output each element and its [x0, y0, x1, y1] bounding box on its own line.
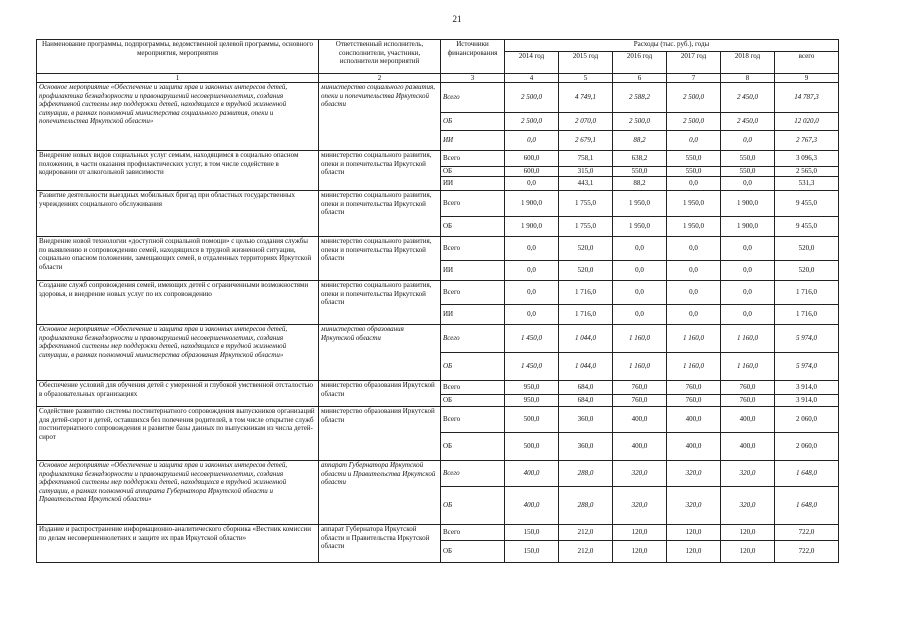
- year-value: 315,0: [559, 167, 613, 177]
- funding-source: ИИ: [441, 177, 505, 191]
- column-index: 8: [721, 74, 775, 83]
- year-value: 550,0: [721, 151, 775, 167]
- funding-source: ИИ: [441, 131, 505, 151]
- executor: аппарат Губернатора Иркутской области и Правительства Иркутской области: [319, 461, 441, 525]
- total-value: 2 565,0: [775, 167, 839, 177]
- total-value: 5 974,0: [775, 353, 839, 381]
- year-value: 0,0: [613, 237, 667, 261]
- funding-source: Всего: [441, 83, 505, 113]
- year-value: 2 500,0: [613, 113, 667, 131]
- year-value: 400,0: [721, 407, 775, 433]
- main-activity-name: Основное мероприятие «Обеспечение и защита прав и законных интересов детей, профилактика безнадзорности и правонарушений несовершеннолетних, создания эффективной системы мер поддержки детей, находящихся в трудной жизненной ситуации, в рамках полномочий аппарата Губернатора Иркутской области и Правительства Иркутской области»: [37, 461, 319, 525]
- year-value: 120,0: [667, 525, 721, 541]
- year-value: 0,0: [721, 131, 775, 151]
- funding-source: Всего: [441, 381, 505, 395]
- year-value: 1 950,0: [667, 191, 721, 217]
- year-value: 0,0: [721, 305, 775, 325]
- year-value: 0,0: [505, 131, 559, 151]
- year-value: 2 500,0: [667, 113, 721, 131]
- year-value: 760,0: [613, 395, 667, 407]
- total-value: 3 096,3: [775, 151, 839, 167]
- year-value: 120,0: [721, 525, 775, 541]
- year-value: 550,0: [613, 167, 667, 177]
- total-value: 5 974,0: [775, 325, 839, 353]
- total-value: 3 914,0: [775, 381, 839, 395]
- total-value: 2 060,0: [775, 433, 839, 461]
- total-value: 531,3: [775, 177, 839, 191]
- funding-source: Всего: [441, 461, 505, 487]
- year-value: 2 679,1: [559, 131, 613, 151]
- year-value: 88,2: [613, 177, 667, 191]
- funding-source: ОБ: [441, 353, 505, 381]
- year-value: 1 160,0: [721, 353, 775, 381]
- year-value: 0,0: [721, 261, 775, 281]
- expenses-table: [36, 39, 839, 563]
- year-value: 120,0: [721, 541, 775, 563]
- year-value: 1 900,0: [721, 191, 775, 217]
- year-value: 1 160,0: [667, 325, 721, 353]
- year-value: 320,0: [667, 487, 721, 525]
- executor: министерство социального развития, опеки и попечительства Иркутской области: [319, 237, 441, 281]
- funding-source: ОБ: [441, 217, 505, 237]
- year-value: 1 716,0: [559, 281, 613, 305]
- year-value: 120,0: [667, 541, 721, 563]
- total-value: 1 648,0: [775, 487, 839, 525]
- year-value: 760,0: [667, 381, 721, 395]
- year-value: 550,0: [667, 167, 721, 177]
- year-value: 400,0: [505, 461, 559, 487]
- column-index: 6: [613, 74, 667, 83]
- year-value: 288,0: [559, 461, 613, 487]
- activity-name: Издание и распространение информационно-аналитического сборника «Вестник комиссии по делам несовершеннолетних и защите их прав Иркутской области»: [37, 525, 319, 563]
- table-row: [37, 281, 839, 305]
- funding-source: Всего: [441, 151, 505, 167]
- executor: аппарат Губернатора Иркутской области и Правительства Иркутской области: [319, 525, 441, 563]
- funding-source: ОБ: [441, 487, 505, 525]
- year-value: 320,0: [721, 487, 775, 525]
- year-value: 0,0: [667, 177, 721, 191]
- year-value: 0,0: [721, 177, 775, 191]
- year-value: 950,0: [505, 395, 559, 407]
- year-value: 520,0: [559, 237, 613, 261]
- year-value: 2 450,0: [721, 83, 775, 113]
- year-value: 1 950,0: [613, 191, 667, 217]
- year-value: 2 450,0: [721, 113, 775, 131]
- year-value: 0,0: [667, 305, 721, 325]
- year-value: 638,2: [613, 151, 667, 167]
- executor: министерство социального развития, опеки и попечительства Иркутской области: [319, 281, 441, 325]
- table-row: [37, 407, 839, 433]
- year-value: 550,0: [721, 167, 775, 177]
- executor: министерство образования Иркутской области: [319, 407, 441, 461]
- year-value: 360,0: [559, 407, 613, 433]
- year-value: 1 450,0: [505, 325, 559, 353]
- year-value: 0,0: [613, 261, 667, 281]
- total-value: 1 648,0: [775, 461, 839, 487]
- total-value: 3 914,0: [775, 395, 839, 407]
- year-value: 684,0: [559, 381, 613, 395]
- year-value: 400,0: [667, 407, 721, 433]
- total-value: 9 455,0: [775, 217, 839, 237]
- activity-name: Содействие развитию системы постинтернатного сопровождения выпускников организаций для детей-сирот и детей, оставшихся без попечения родителей, в том числе открытие служб постинтернатного сопровождения и развитие базы данных по выпускникам из числа детей-сирот: [37, 407, 319, 461]
- funding-source: Всего: [441, 281, 505, 305]
- total-value: 12 020,0: [775, 113, 839, 131]
- header-executor: Ответственный исполнитель, соисполнители, участники, исполнители мероприятий: [319, 40, 441, 74]
- total-value: 14 787,3: [775, 83, 839, 113]
- column-index: 9: [775, 74, 839, 83]
- activity-name: Обеспечение условий для обучения детей с умеренной и глубокой умственной отсталостью в образовательных организациях: [37, 381, 319, 407]
- year-value: 88,2: [613, 131, 667, 151]
- header-expenses: Расходы (тыс. руб.), годы: [505, 40, 839, 52]
- total-value: 722,0: [775, 525, 839, 541]
- year-value: 288,0: [559, 487, 613, 525]
- year-value: 1 950,0: [667, 217, 721, 237]
- total-value: 2 767,3: [775, 131, 839, 151]
- year-value: 400,0: [613, 407, 667, 433]
- year-value: 760,0: [667, 395, 721, 407]
- total-value: 520,0: [775, 237, 839, 261]
- activity-name: Развитие деятельности выездных мобильных бригад при областных государственных учреждениях социального обслуживания: [37, 191, 319, 237]
- activity-name: Внедрение новой технологии «доступной социальной помощи» с целью создания службы по выявлению и сопровождению семей, находящихся в трудной жизненной ситуации, социально опасном положении, замещающих семей, в отдаленных территориях Иркутской области: [37, 237, 319, 281]
- year-value: 758,1: [559, 151, 613, 167]
- executor: министерство образования Иркутской области: [319, 325, 441, 381]
- funding-source: Всего: [441, 325, 505, 353]
- header-year: 2014 год: [505, 52, 559, 74]
- year-value: 684,0: [559, 395, 613, 407]
- year-value: 500,0: [505, 433, 559, 461]
- year-value: 2 070,0: [559, 113, 613, 131]
- executor: министерство образования Иркутской области: [319, 381, 441, 407]
- funding-source: ОБ: [441, 395, 505, 407]
- year-value: 520,0: [559, 261, 613, 281]
- column-index: 3: [441, 74, 505, 83]
- funding-source: ОБ: [441, 113, 505, 131]
- table-body: [37, 83, 839, 563]
- table-row: [37, 237, 839, 261]
- year-value: 0,0: [667, 261, 721, 281]
- table-row: [37, 525, 839, 541]
- year-value: 0,0: [721, 281, 775, 305]
- year-value: 1 900,0: [721, 217, 775, 237]
- header-year: 2017 год: [667, 52, 721, 74]
- column-index: 4: [505, 74, 559, 83]
- year-value: 760,0: [721, 381, 775, 395]
- year-value: 400,0: [613, 433, 667, 461]
- year-value: 320,0: [721, 461, 775, 487]
- year-value: 120,0: [613, 525, 667, 541]
- year-value: 2 500,0: [505, 113, 559, 131]
- year-value: 212,0: [559, 525, 613, 541]
- year-value: 1 044,0: [559, 353, 613, 381]
- year-value: 1 900,0: [505, 191, 559, 217]
- year-value: 1 755,0: [559, 191, 613, 217]
- year-value: 4 749,1: [559, 83, 613, 113]
- year-value: 1 755,0: [559, 217, 613, 237]
- year-value: 1 044,0: [559, 325, 613, 353]
- main-activity-name: Основное мероприятие «Обеспечение и защита прав и законных интересов детей, профилактика безнадзорности и правонарушений несовершеннолетних, создания эффективной системы мер поддержки детей, находящихся в трудной жизненной ситуации, в рамках полномочий министерства социального развития, опеки и попечительства Иркутской области»: [37, 83, 319, 151]
- year-value: 320,0: [613, 487, 667, 525]
- page-number: 21: [452, 14, 462, 24]
- header-source: Источники финансирования: [441, 40, 505, 74]
- year-value: 550,0: [667, 151, 721, 167]
- year-value: 0,0: [505, 177, 559, 191]
- header-year: 2015 год: [559, 52, 613, 74]
- funding-source: Всего: [441, 191, 505, 217]
- year-value: 360,0: [559, 433, 613, 461]
- year-value: 1 160,0: [667, 353, 721, 381]
- executor: министерство социального развития, опеки и попечительства Иркутской области: [319, 191, 441, 237]
- year-value: 0,0: [505, 281, 559, 305]
- year-value: 1 160,0: [613, 325, 667, 353]
- year-value: 1 450,0: [505, 353, 559, 381]
- year-value: 600,0: [505, 167, 559, 177]
- header-total: всего: [775, 52, 839, 74]
- total-value: 1 716,0: [775, 281, 839, 305]
- year-value: 320,0: [613, 461, 667, 487]
- funding-source: ОБ: [441, 541, 505, 563]
- funding-source: ИИ: [441, 305, 505, 325]
- table-row: [37, 381, 839, 395]
- funding-source: Всего: [441, 407, 505, 433]
- year-value: 1 160,0: [613, 353, 667, 381]
- header-year: 2016 год: [613, 52, 667, 74]
- header-year: 2018 год: [721, 52, 775, 74]
- year-value: 0,0: [613, 305, 667, 325]
- year-value: 120,0: [613, 541, 667, 563]
- year-value: 950,0: [505, 381, 559, 395]
- column-index: 1: [37, 74, 319, 83]
- year-value: 400,0: [667, 433, 721, 461]
- year-value: 1 716,0: [559, 305, 613, 325]
- header-name: Наименование программы, подпрограммы, ведомственной целевой программы, основного мероприятия, мероприятия: [37, 40, 319, 74]
- year-value: 1 950,0: [613, 217, 667, 237]
- year-value: 400,0: [721, 433, 775, 461]
- table-row: [37, 325, 839, 353]
- year-value: 443,1: [559, 177, 613, 191]
- activity-name: Создание служб сопровождения семей, имеющих детей с ограниченными возможностями здоровья, и внедрение новых услуг по их сопровождению: [37, 281, 319, 325]
- year-value: 1 160,0: [721, 325, 775, 353]
- year-value: 0,0: [613, 281, 667, 305]
- year-value: 1 900,0: [505, 217, 559, 237]
- year-value: 400,0: [505, 487, 559, 525]
- year-value: 320,0: [667, 461, 721, 487]
- year-value: 2 500,0: [667, 83, 721, 113]
- table-row: [37, 151, 839, 167]
- table-row: [37, 83, 839, 113]
- funding-source: ОБ: [441, 433, 505, 461]
- total-value: 520,0: [775, 261, 839, 281]
- funding-source: Всего: [441, 237, 505, 261]
- year-value: 0,0: [505, 261, 559, 281]
- year-value: 0,0: [667, 281, 721, 305]
- executor: министерство социального развития, опеки и попечительства Иркутской области: [319, 151, 441, 191]
- year-value: 0,0: [667, 131, 721, 151]
- year-value: 760,0: [721, 395, 775, 407]
- total-value: 9 455,0: [775, 191, 839, 217]
- funding-source: ИИ: [441, 261, 505, 281]
- funding-source: Всего: [441, 525, 505, 541]
- year-value: 150,0: [505, 525, 559, 541]
- table-row: [37, 461, 839, 487]
- total-value: 722,0: [775, 541, 839, 563]
- year-value: 760,0: [613, 381, 667, 395]
- year-value: 600,0: [505, 151, 559, 167]
- year-value: 150,0: [505, 541, 559, 563]
- year-value: 212,0: [559, 541, 613, 563]
- funding-source: ОБ: [441, 167, 505, 177]
- year-value: 500,0: [505, 407, 559, 433]
- table-row: [37, 191, 839, 217]
- year-value: 0,0: [505, 305, 559, 325]
- main-activity-name: Основное мероприятие «Обеспечение и защита прав и законных интересов детей, профилактика безнадзорности и правонарушений несовершеннолетних, создания эффективной системы мер поддержки детей, находящихся в трудной жизненной ситуации, в рамках полномочий министерства образования Иркутской области»: [37, 325, 319, 381]
- year-value: 0,0: [721, 237, 775, 261]
- year-value: 2 500,0: [505, 83, 559, 113]
- executor: министерство социального развития, опеки и попечительства Иркутской области: [319, 83, 441, 151]
- column-index: 2: [319, 74, 441, 83]
- total-value: 2 060,0: [775, 407, 839, 433]
- total-value: 1 716,0: [775, 305, 839, 325]
- column-index: 7: [667, 74, 721, 83]
- column-index: 5: [559, 74, 613, 83]
- activity-name: Внедрение новых видов социальных услуг семьям, находящимся в социально опасном положении, в части оказания профилактических услуг, в том числе содействие в кодировании от алкогольной зависимости: [37, 151, 319, 191]
- year-value: 2 588,2: [613, 83, 667, 113]
- year-value: 0,0: [667, 237, 721, 261]
- year-value: 0,0: [505, 237, 559, 261]
